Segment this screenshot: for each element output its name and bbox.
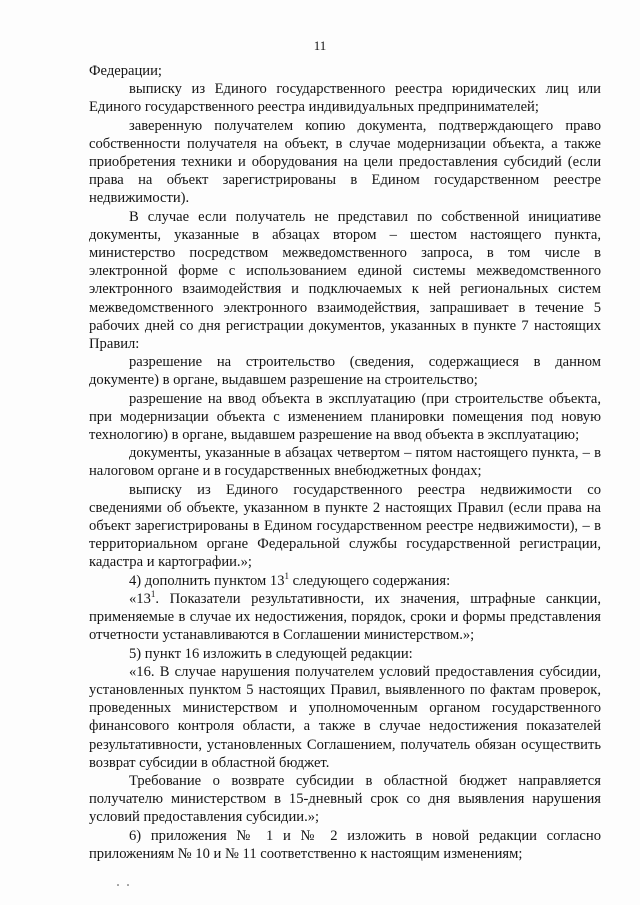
superscript: 1: [284, 570, 290, 581]
paragraph: [89, 390, 601, 445]
paragraph: [89, 572, 601, 590]
paragraph: [89, 444, 601, 480]
paragraph: [89, 645, 601, 663]
paragraph-text: . Показатели результативности, их значения, штрафные санкции, применяемые в случае их недостижения, порядок, сроки и формы представления отчетности устанавливаются в Соглашении министерством.»;: [89, 590, 601, 644]
paragraph: [89, 208, 601, 354]
paragraph-text: разрешение на ввод объекта в эксплуатацию (при строительстве объекта, при модернизации объекта с изменением планировки помещения под новую технологию) в органе, выдавшем разрешение на ввод объекта в эксплуатацию;: [89, 390, 601, 444]
paragraph: [89, 117, 601, 208]
paragraph: [89, 62, 601, 80]
paragraph: [89, 663, 601, 772]
paragraph-text: выписку из Единого государственного реестра юридических лиц или Единого государственного реестра индивидуальных предпринимателей;: [89, 81, 601, 116]
paragraph-text: 4) дополнить пунктом 13: [129, 572, 285, 589]
paragraph-text: «13: [129, 590, 151, 607]
scan-speck: [117, 884, 119, 886]
paragraph: [89, 353, 601, 389]
scan-speck: [127, 884, 129, 886]
paragraph: [89, 80, 601, 116]
paragraph-text: разрешение на строительство (сведения, содержащиеся в данном документе) в органе, выдавшем разрешение на строительство;: [89, 354, 601, 389]
paragraph: [89, 590, 601, 645]
paragraph-text: 5) пункт 16 изложить в следующей редакции:: [129, 645, 413, 662]
paragraph-text: В случае если получатель не представил по собственной инициативе документы, указанные в абзацах втором – шестом настоящего пункта, министерство посредством межведомственного запроса, в том числе в электронной форме с использованием единой системы межведомственного электронного взаимодействия и подключаемых к ней региональных систем межведомственного электронного взаимодействия, запрашивает в течение 5 рабочих дней со дня регистрации документов, указанных в пункте 7 настоящих Правил:: [89, 208, 601, 353]
paragraph-text: Федерации;: [89, 63, 162, 79]
paragraph: [89, 827, 601, 863]
paragraph-text: документы, указанные в абзацах четвертом – пятом настоящего пункта, – в налоговом органе и в государственных внебюджетных фондах;: [89, 445, 601, 480]
paragraph: [89, 772, 601, 827]
paragraph-text: «16. В случае нарушения получателем условий предоставления субсидии, установленных пунктом 5 настоящих Правил, выявленного по фактам проверок, проведенных министерством и уполномоченным органом государственного финансового контроля области, а также в случае недостижения показателей результативности, установленных Соглашением, получатель обязан осуществить возврат субсидии в областной бюджет.: [89, 663, 601, 771]
paragraph-text: Требование о возврате субсидии в областной бюджет направляется получателю министерством в 15-дневный срок со дня выявления нарушения условий предоставления субсидии.»;: [89, 772, 601, 826]
paragraph-text: выписку из Единого государственного реестра недвижимости со сведениями об объекте, указанном в пункте 2 настоящих Правил (если права на объект зарегистрированы в Едином государственном реестре недвижимости), – в территориальном органе Федеральной службы государственной регистрации, кадастра и картографии.»;: [89, 481, 601, 571]
paragraph-text: 6) приложения № 1 и № 2 изложить в новой редакции согласно приложениям № 10 и № 11 соответственно к настоящим изменениям;: [89, 827, 601, 862]
paragraph-text: заверенную получателем копию документа, подтверждающего право собственности получателя на объект, в случае модернизации объекта, а также приобретения техники и оборудования на цели предоставления субсидий (если права на объект зарегистрированы в Едином государственном реестре недвижимости).: [89, 117, 601, 207]
paragraph-text: следующего содержания:: [289, 572, 451, 589]
page-number: 11: [313, 38, 327, 53]
document-body: [89, 62, 601, 863]
paragraph: [89, 481, 601, 572]
superscript: 1: [150, 588, 156, 599]
